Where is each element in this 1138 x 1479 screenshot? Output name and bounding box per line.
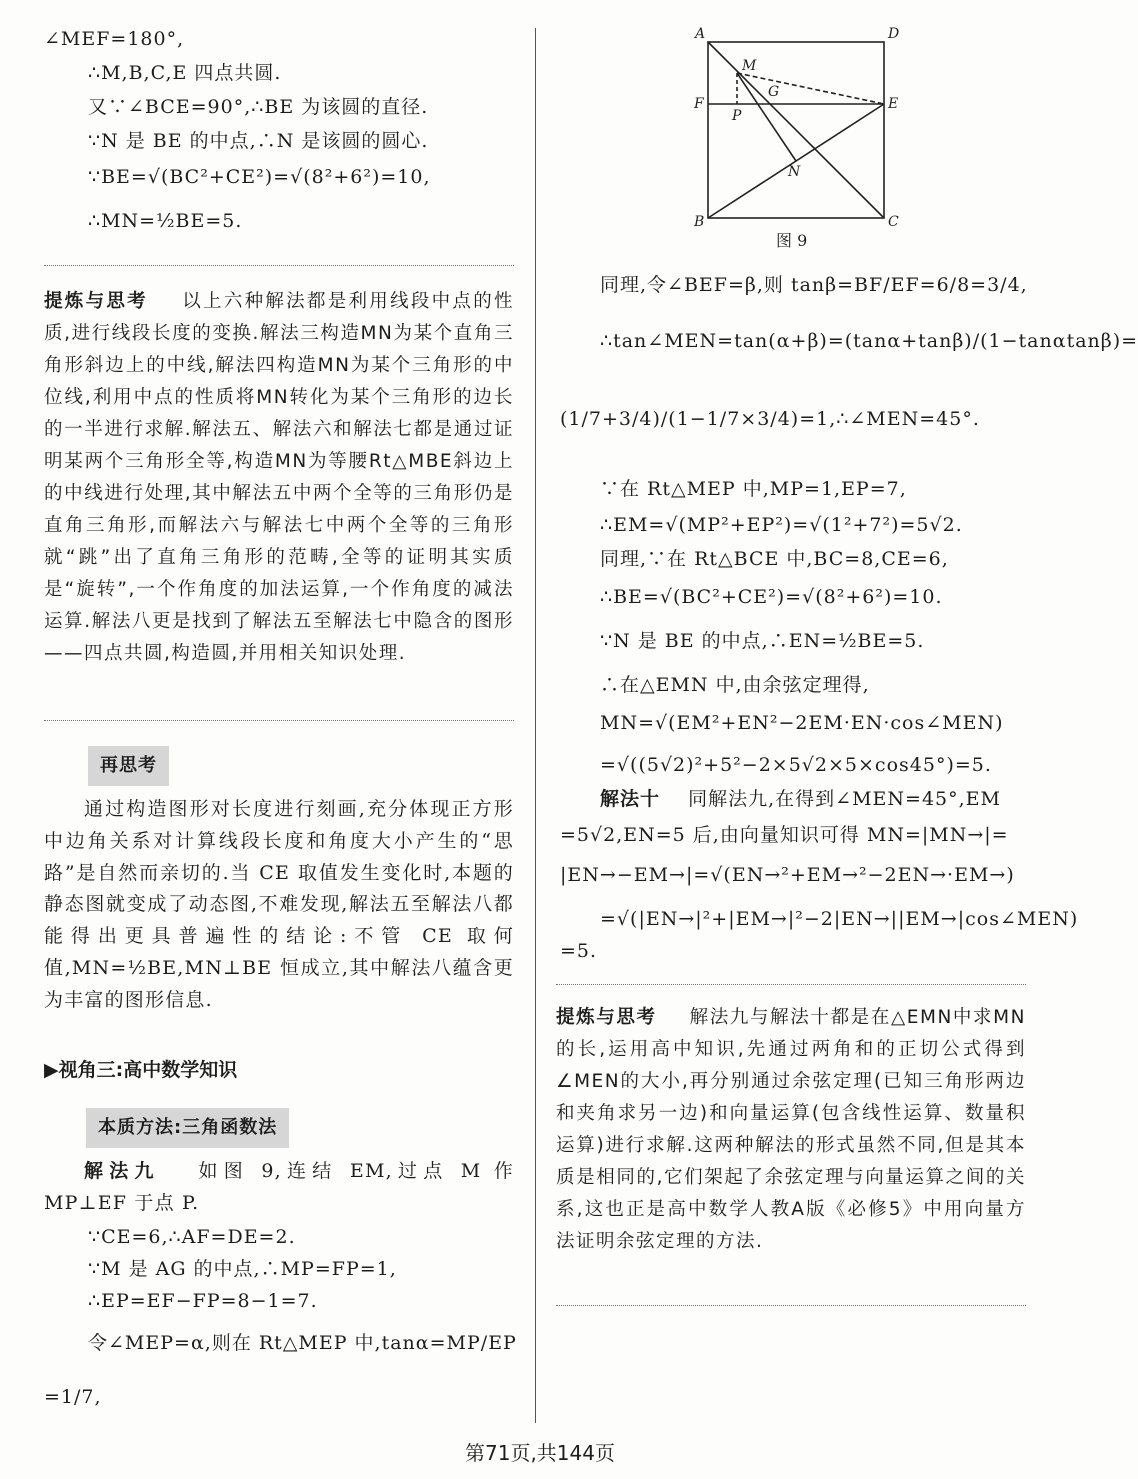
proof-line-4: ∵N 是 BE 的中点,∴N 是该圆的圆心. <box>88 130 429 152</box>
proof-line-6: ∴MN=½BE=5. <box>88 210 243 232</box>
sol9-cont-line-4: ∵在 Rt△MEP 中,MP=1,EP=7, <box>600 478 907 500</box>
reflection-paragraph-1 <box>44 286 514 670</box>
method-heading: 本质方法:三角函数法 <box>86 1108 289 1148</box>
label-c: C <box>888 214 899 230</box>
solution9-label: 解法九 <box>84 1160 160 1182</box>
label-b: B <box>694 214 705 230</box>
divider-dotted <box>44 720 514 721</box>
proof-line-1: ∠MEF=180°, <box>44 28 185 50</box>
solution10-line-1 <box>600 786 1001 812</box>
diagonal-ac <box>708 42 884 218</box>
label-n: N <box>788 164 801 180</box>
divider-dotted <box>44 265 514 266</box>
proof-line-3: 又∵∠BCE=90°,∴BE 为该圆的直径. <box>88 96 429 118</box>
label-f: F <box>694 96 704 112</box>
divider-dotted <box>556 984 1026 985</box>
proof-line-2: ∴M,B,C,E 四点共圆. <box>88 62 282 84</box>
figure-caption: 图 9 <box>776 231 808 250</box>
rethink-heading: 再思考 <box>88 746 169 786</box>
sol9-cont-line-7: ∴BE=√(BC²+CE²)=√(8²+6²)=10. <box>600 586 943 608</box>
proof-line-5: ∵BE=√(BC²+CE²)=√(8²+6²)=10, <box>88 166 431 188</box>
solution10-line-4: =√(|EN→|²+|EM→|²−2|EN→||EM→|cos∠MEN) <box>600 908 1079 930</box>
solution10-line-5: =5. <box>560 940 598 962</box>
solution9-line-2: ∵M 是 AG 的中点,∴MP=FP=1, <box>88 1258 397 1280</box>
solution9-intro <box>44 1156 514 1220</box>
solution9-text: 如图 9,连结 EM,过点 M 作 MP⊥EF 于点 P. <box>44 1160 514 1214</box>
solution10-text-1: 同解法九,在得到∠MEN=45°,EM <box>688 788 1001 810</box>
label-m: M <box>742 58 757 74</box>
reflection-body: 以上六种解法都是利用线段中点的性质,进行线段长度的变换.解法三构造MN为某个直角三角形斜边上的中线,解法四构造MN为某个三角形的中位线,利用中点的性质将MN转化为某个三角形的边长的一半进行求解.解法五、解法六和解法七都是通过证明某两个三角形全等,构造MN为等腰Rt△MBE斜边上的中线进行处理,其中解法五中两个全等的三角形仍是直角三角形,而解法六与解法七中两个全等的三角形就“跳”出了直角三角形的范畴,全等的证明其实质是“旋转”,一个作角度的加法运算,一个作角度的减法运算.解法八更是找到了解法五至解法七中隐含的图形——四点共圆,构造圆,并用相关知识处理. <box>44 291 514 664</box>
sol9-cont-line-1: 同理,令∠BEF=β,则 tanβ=BF/EF=6/8=3/4, <box>600 274 1028 296</box>
sol9-cont-line-8: ∵N 是 BE 的中点,∴EN=½BE=5. <box>600 630 925 652</box>
label-a: A <box>695 26 706 42</box>
solution9-line-5: =1/7, <box>44 1386 102 1408</box>
sol9-cont-line-6: 同理,∵在 Rt△BCE 中,BC=8,CE=6, <box>600 548 949 570</box>
label-g: G <box>768 84 780 100</box>
view3-heading: ▶视角三:高中数学知识 <box>44 1059 238 1081</box>
sol9-cont-line-2: ∴tan∠MEN=tan(α+β)=(tanα+tanβ)/(1−tanαtanβ)= <box>600 330 1138 352</box>
divider-dotted <box>556 1305 1026 1306</box>
sol9-cont-line-5: ∴EM=√(MP²+EP²)=√(1²+7²)=5√2. <box>600 514 963 536</box>
reflection-paragraph-2 <box>556 1002 1026 1258</box>
solution10-line-2: =5√2,EN=5 后,由向量知识可得 MN=|MN→|= <box>560 824 1009 846</box>
page-footer: 第71页,共144页 <box>465 1441 615 1465</box>
column-divider <box>535 28 536 1423</box>
rethink-paragraph: 通过构造图形对长度进行刻画,充分体现正方形中边角关系对计算线段长度和角度大小产生的“思路”是自然而亲切的.当 CE 取值发生变化时,本题的静态图就变成了动态图,不难发现,解法五至解法八都能得出更具普遍性的结论:不管 CE 取何值,MN=½BE,MN⊥BE 恒成立,其中解法八蕴含更为丰富的图形信息. <box>44 798 514 1011</box>
label-p: P <box>732 108 742 124</box>
sol9-cont-line-10: MN=√(EM²+EN²−2EM·EN·cos∠MEN) <box>600 712 1004 734</box>
sol9-cont-line-3: (1/7+3/4)/(1−1/7×3/4)=1,∴∠MEN=45°. <box>560 408 980 430</box>
solution9-line-1: ∵CE=6,∴AF=DE=2. <box>88 1226 296 1248</box>
reflection-body-2: 解法九与解法十都是在△EMN中求MN的长,运用高中知识,先通过两角和的正切公式得到∠MEN的大小,再分别通过余弦定理(已知三角形两边和夹角求另一边)和向量运算(包含线性运算、数量积运算)进行求解.这两种解法的形式虽然不同,但是其本质是相同的,它们架起了余弦定理与向量运算之间的关系,这也正是高中数学人教A版《必修5》中用向量方法证明余弦定理的方法. <box>556 1007 1026 1252</box>
segment-me <box>737 73 884 104</box>
label-e: E <box>888 96 899 112</box>
solution10-label: 解法十 <box>600 788 661 810</box>
figure-9-diagram <box>690 24 910 229</box>
reflection-title: 提炼与思考 <box>44 291 148 312</box>
segment-mn <box>737 73 796 161</box>
label-d: D <box>888 26 900 42</box>
solution9-line-4: 令∠MEP=α,则在 Rt△MEP 中,tanα=MP/EP <box>88 1332 517 1354</box>
solution9-line-3: ∴EP=EF−FP=8−1=7. <box>88 1290 318 1312</box>
sol9-cont-line-9: ∴在△EMN 中,由余弦定理得, <box>600 674 870 696</box>
reflection-title-2: 提炼与思考 <box>556 1007 657 1028</box>
solution10-line-3: |EN→−EM→|=√(EN→²+EM→²−2EN→·EM→) <box>560 864 1015 886</box>
sol9-cont-line-11: =√((5√2)²+5²−2×5√2×5×cos45°)=5. <box>600 754 992 776</box>
